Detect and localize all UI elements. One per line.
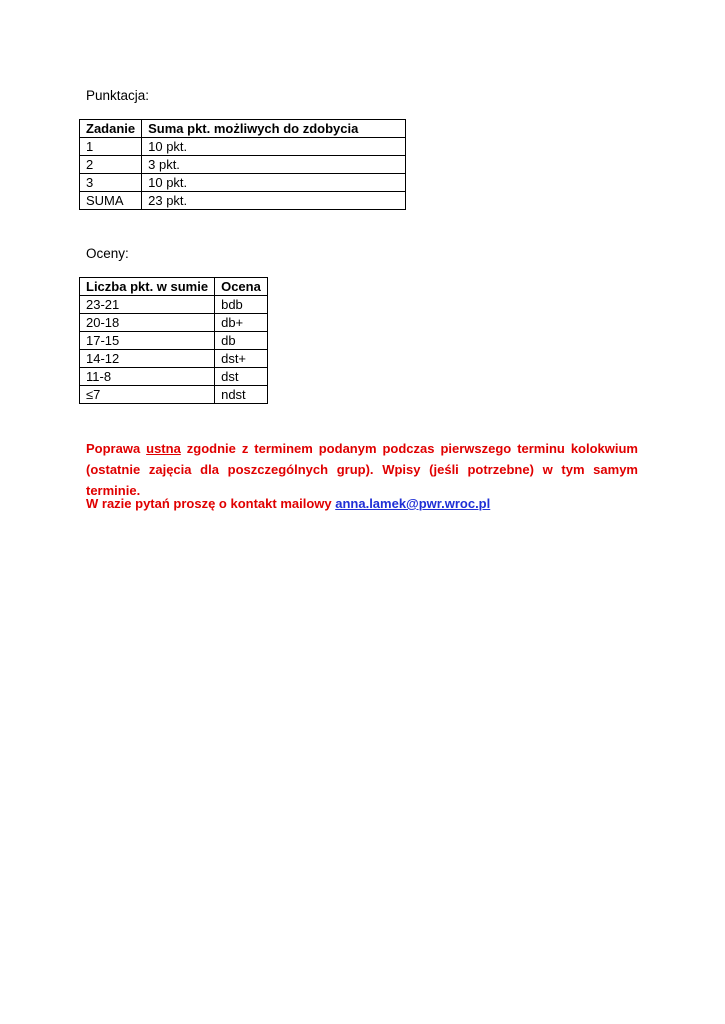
table-cell: 23-21	[80, 296, 215, 314]
table-cell: db	[215, 332, 268, 350]
contact-notice	[86, 493, 638, 514]
table-row	[80, 368, 268, 386]
contact-notice-text: W razie pytań proszę o kontakt mailowy	[86, 496, 336, 511]
table-cell: bdb	[215, 296, 268, 314]
scoring-table	[79, 119, 406, 210]
scoring-label: Punktacja:	[86, 88, 150, 103]
table-row	[80, 314, 268, 332]
grades-table	[79, 277, 268, 404]
table-cell: 1	[80, 138, 142, 156]
retake-notice-start: Poprawa	[86, 441, 147, 456]
column-header: Liczba pkt. w sumie	[80, 278, 215, 296]
table-row	[80, 386, 268, 404]
grades-label: Oceny:	[86, 246, 129, 261]
table-cell: 3	[80, 174, 142, 192]
retake-notice-rest: zgodnie z terminem podanym podczas pierwszego terminu kolokwium (ostatnie zajęcia dla poszczególnych grup). Wpisy (jeśli potrzebne) w tym samym terminie.	[86, 441, 638, 498]
table-cell: 10 pkt.	[142, 138, 406, 156]
table-row	[80, 174, 406, 192]
retake-notice-oral: ustna	[146, 441, 181, 456]
column-header: Ocena	[215, 278, 268, 296]
contact-email-link[interactable]: anna.lamek@pwr.wroc.pl	[335, 496, 491, 511]
table-cell: 3 pkt.	[142, 156, 406, 174]
table-cell: 2	[80, 156, 142, 174]
table-row	[80, 138, 406, 156]
table-row	[80, 156, 406, 174]
table-row	[80, 296, 268, 314]
table-header-row	[80, 278, 268, 296]
table-cell: db+	[215, 314, 268, 332]
table-cell: 14-12	[80, 350, 215, 368]
column-header: Suma pkt. możliwych do zdobycia	[142, 120, 406, 138]
table-cell: ≤7	[80, 386, 215, 404]
table-cell: dst	[215, 368, 268, 386]
table-header-row	[80, 120, 406, 138]
table-cell: ndst	[215, 386, 268, 404]
table-cell: 10 pkt.	[142, 174, 406, 192]
table-row	[80, 350, 268, 368]
table-cell: dst+	[215, 350, 268, 368]
table-cell: 23 pkt.	[142, 192, 406, 210]
table-cell: 17-15	[80, 332, 215, 350]
table-row	[80, 332, 268, 350]
table-cell: SUMA	[80, 192, 142, 210]
table-cell: 20-18	[80, 314, 215, 332]
column-header: Zadanie	[80, 120, 142, 138]
retake-notice	[86, 438, 638, 501]
table-row	[80, 192, 406, 210]
table-cell: 11-8	[80, 368, 215, 386]
